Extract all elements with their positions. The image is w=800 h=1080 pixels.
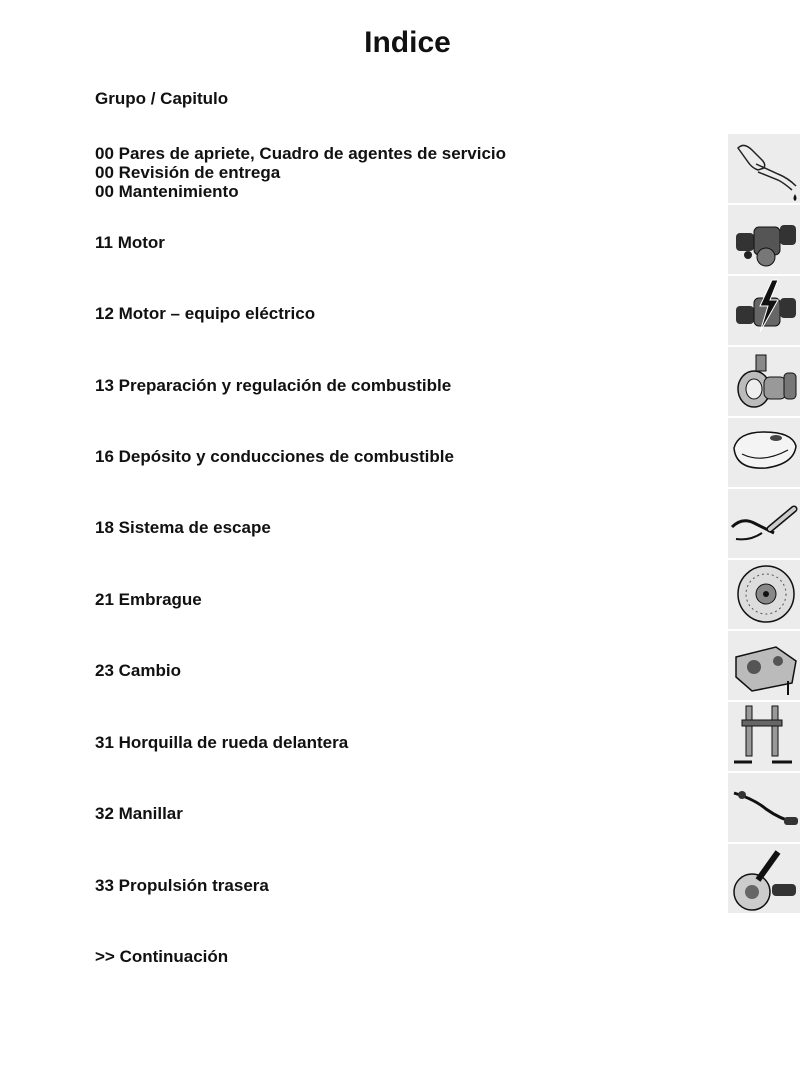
toc-entry-12[interactable] [95, 304, 315, 323]
toc-entry-11[interactable] [95, 233, 165, 252]
toc-entry-label: 32 Manillar [95, 804, 183, 823]
toc-entry-32[interactable] [95, 804, 183, 823]
continue-link[interactable]: >> Continuación [95, 947, 229, 966]
exhaust-icon[interactable] [728, 489, 800, 560]
toc-entry-16[interactable] [95, 447, 454, 466]
engine-electrical-icon[interactable] [728, 276, 800, 347]
front-fork-icon[interactable] [728, 702, 800, 773]
toc-entry-label: 13 Preparación y regulación de combustible [95, 376, 452, 395]
toc-entry-label: 33 Propulsión trasera [95, 876, 269, 895]
oil-can-icon[interactable] [728, 134, 800, 205]
carburetor-icon[interactable] [728, 347, 800, 418]
toc-entry-label: 00 Pares de apriete, Cuadro de agentes de servicio [95, 144, 507, 163]
clutch-disc-icon[interactable] [728, 560, 800, 631]
rear-drive-icon[interactable] [728, 844, 800, 915]
toc-entry-18[interactable] [95, 518, 271, 537]
section-subtitle: Grupo / Capitulo [95, 89, 229, 108]
fuel-tank-icon[interactable] [728, 418, 800, 489]
toc-entry-31[interactable] [95, 733, 348, 752]
gearbox-icon[interactable] [728, 631, 800, 702]
handlebar-icon[interactable] [728, 773, 800, 844]
toc-entry-label: 21 Embrague [95, 590, 202, 609]
page-title: Indice [364, 26, 451, 59]
toc-entry-23[interactable] [95, 661, 181, 680]
toc-entry-label: 31 Horquilla de rueda delantera [95, 733, 349, 752]
toc-entry-label: 00 Revisión de entrega [95, 163, 281, 182]
toc-entry-13[interactable] [95, 376, 451, 395]
toc-entry-label: 23 Cambio [95, 661, 181, 680]
toc-entry-33[interactable] [95, 876, 269, 895]
toc-entry-label: 16 Depósito y conducciones de combustible [95, 447, 454, 466]
toc-entry-label: 18 Sistema de escape [95, 518, 271, 537]
toc-entry-21[interactable] [95, 590, 202, 609]
engine-icon[interactable] [728, 205, 800, 276]
toc-entry-label: 12 Motor – equipo eléctrico [95, 304, 316, 323]
toc-entry-label: 11 Motor [95, 233, 165, 252]
toc-entry-00[interactable] [95, 144, 506, 201]
toc-entry-label: 00 Mantenimiento [95, 182, 239, 201]
